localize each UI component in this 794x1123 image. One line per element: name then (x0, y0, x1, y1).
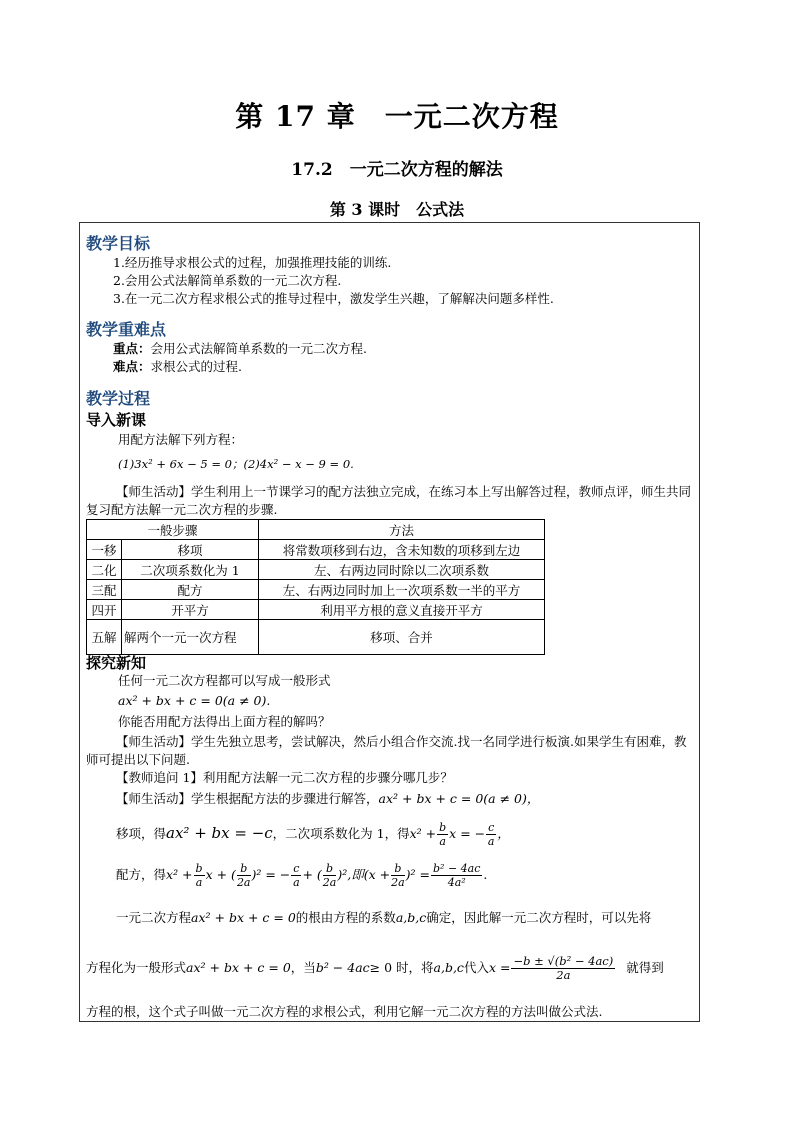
denominator: 2a (236, 876, 251, 889)
fraction (323, 862, 337, 889)
numerator: c (293, 862, 300, 875)
table-cell: 移项、合并 (259, 620, 545, 655)
section-title: 17.2 一元二次方程的解法 (291, 160, 503, 180)
table-cell: 开平方 (122, 600, 259, 620)
step-text: ，二次项系数化为 1，得 (272, 826, 410, 841)
key-point (113, 340, 367, 358)
text: 代入 (463, 960, 489, 975)
intro-heading: 导入新课 (86, 411, 147, 429)
fraction (437, 821, 448, 848)
steps-table (86, 519, 545, 655)
denominator: a (293, 876, 300, 889)
complete-square-step: 配方，得x² + $\frac{b}{a}$ x + ( $\frac{b}{2a}$ )² = − $\frac{c}{a}$ + ( $\frac{b}{2a}$ )²,即(x + $\frac{b}{2a}$ )² = $\frac{\text{b² − 4ac}}{\text{4a²}}$ . (116, 862, 488, 889)
chapter-title: 第 17 章 一元二次方程 (235, 100, 559, 133)
text: ≥ 0 时，将 (369, 960, 434, 975)
difficulty-text: 求根公式的过程. (150, 359, 242, 374)
goal-item: 2.会用公式法解简单系数的一元二次方程. (113, 273, 342, 288)
equation: ax² + bx = −c (166, 824, 273, 842)
numerator: −b ± √(b² − 4ac) (513, 954, 614, 968)
intro-equations: (1)3x² + 6x − 5 = 0；(2)4x² − x − 9 = 0. (118, 457, 354, 471)
text: 一元二次方程 (116, 910, 192, 925)
table-cell: 一移 (87, 540, 122, 560)
denominator: a (195, 876, 203, 889)
fraction (391, 862, 405, 889)
table-cell: 解两个一元一次方程 (122, 620, 259, 655)
denominator: a (439, 835, 446, 848)
fraction (194, 862, 205, 889)
goal-item: 1.经历推导求根公式的过程，加强推理技能的训练. (113, 255, 392, 270)
key-text: 会用公式法解简单系数的一元二次方程. (150, 341, 367, 356)
fraction (431, 862, 482, 889)
step-label: 配方，得 (116, 867, 167, 882)
table-cell: 左、右两边同时除以二次项系数 (259, 560, 545, 580)
equation: x² + (409, 826, 437, 841)
numerator: b (391, 862, 405, 876)
intro-text: 用配方法解下列方程： (118, 432, 244, 447)
table-cell: 四开 (87, 600, 122, 620)
numerator: b (237, 862, 251, 876)
table-header: 一般步骤 (87, 520, 259, 540)
equation: ax² + bx + c = 0 (191, 910, 296, 925)
step-label: 移项，得 (116, 826, 167, 841)
process-heading: 教学过程 (86, 389, 151, 408)
table-cell: 将常数项移到右边，含未知数的项移到左边 (259, 540, 545, 560)
fraction (291, 862, 301, 889)
numerator: b² − 4ac (433, 862, 481, 875)
lesson-title: 第 3 课时 公式法 (329, 200, 465, 219)
fraction (237, 862, 251, 889)
difficulty-point (113, 358, 242, 376)
numerator: b (195, 862, 203, 875)
activity-prefix: 【师生活动】学生根据配方法的步骤进行解答， (116, 791, 379, 806)
coefficients: a,b,c (433, 960, 464, 975)
table-cell: 配方 (122, 580, 259, 600)
goal-item: 3.在一元二次方程求根公式的推导过程中，激发学生兴趣，了解解决问题多样性. (113, 291, 554, 306)
keypoints-heading: 教学重难点 (86, 320, 167, 339)
goals-heading: 教学目标 (86, 234, 151, 253)
table-cell: 五解 (87, 620, 122, 655)
numerator: b (323, 862, 337, 876)
denominator: 4a² (447, 876, 466, 889)
text: 的根由方程的系数 (295, 910, 396, 925)
table-cell: 左、右两边同时加上一次项系数一半的平方 (259, 580, 545, 600)
numerator: b (439, 821, 447, 834)
denominator: 2a (322, 876, 337, 889)
table-cell: 利用平方根的意义直接开平方 (259, 600, 545, 620)
denominator: 2a (556, 968, 571, 982)
root-formula (511, 955, 615, 982)
activity-text: 【师生活动】学生先独立思考，尝试解决，然后小组合作交流.找一名同学进行板演.如果学生有困难，教师可提出以下问题. (86, 734, 687, 767)
activity-text: 【师生活动】学生利用上一节课学习的配方法独立完成，在练习本上写出解答过程，教师点评，师生共同复习配方法解一元二次方程的步骤. (86, 484, 692, 517)
teacher-question: 【教师追问 1】利用配方法解一元二次方程的步骤分哪几步？ (116, 770, 453, 785)
text: 就得到 (626, 960, 664, 975)
table-cell: 移项 (122, 540, 259, 560)
text: 确定，因此解一元二次方程时，可以先将 (426, 910, 652, 925)
table-row (87, 620, 545, 655)
text: ，当 (290, 960, 316, 975)
formula-paragraph-line3: 方程的根，这个式子叫做一元二次方程的求根公式，利用它解一元二次方程的方法叫做公式法. (86, 1004, 603, 1019)
text: 方程化为一般形式 (86, 960, 187, 975)
table-cell: 二次项系数化为 1 (122, 560, 259, 580)
table-header: 方法 (259, 520, 545, 540)
formula-paragraph-line2 (86, 948, 664, 988)
numerator: c (488, 821, 495, 834)
denominator: 2a (391, 876, 405, 889)
equation: ax² + bx + c = 0 (186, 960, 291, 975)
coefficients: a,b,c (395, 910, 427, 925)
table-row (87, 540, 545, 560)
denominator: a (487, 835, 495, 848)
equation: ax² + bx + c = 0(a ≠ 0)， (378, 791, 540, 806)
table-row (87, 560, 545, 580)
table-row (87, 600, 545, 620)
general-form-equation: ax² + bx + c = 0(a ≠ 0). (118, 693, 271, 708)
difficulty-label: 难点： (113, 359, 151, 374)
explore-heading: 探究新知 (86, 654, 147, 672)
formula-paragraph-line1 (116, 909, 651, 927)
discriminant: b² − 4ac (315, 960, 370, 975)
key-label: 重点： (113, 341, 151, 356)
activity-text (116, 790, 539, 808)
explore-text: 任何一元二次方程都可以写成一般形式 (118, 673, 331, 688)
table-row (87, 580, 545, 600)
table-cell: 二化 (87, 560, 122, 580)
table-cell: 三配 (87, 580, 122, 600)
equation: x = − (449, 826, 486, 841)
move-step: 移项，得ax² + bx = −c，二次项系数化为 1，得x² + $\frac{b}{a}$ x = − $\frac{c}{a}$ ， (116, 821, 510, 848)
equation: x = (488, 960, 511, 975)
fraction (486, 821, 496, 848)
explore-question: 你能否用配方法得出上面方程的解吗？ (118, 714, 331, 729)
